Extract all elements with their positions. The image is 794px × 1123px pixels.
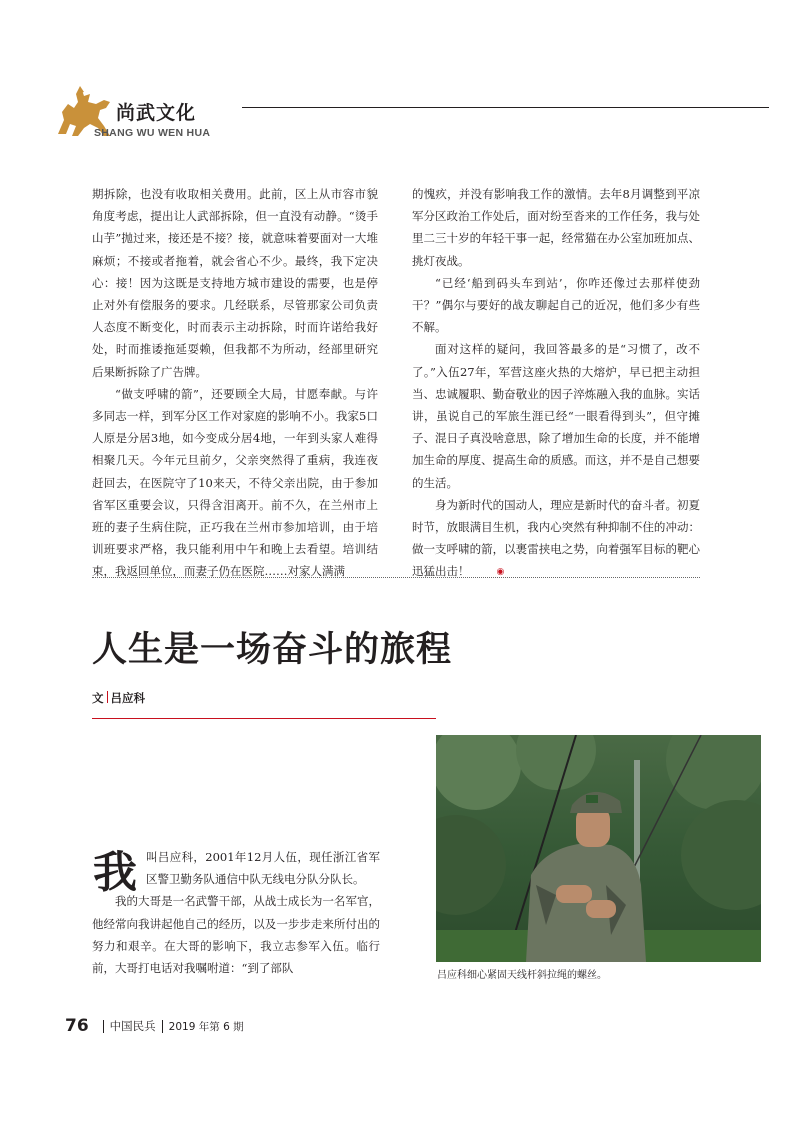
paragraph: 面对这样的疑问，我回答最多的是“习惯了，改不了。”入伍27年，军营这座火热的大熔炉，早已把主动担当、忠诚履职、勤奋敬业的因子淬炼融入我的血脉。实话讲，虽说自己的军旅生涯已经“一眼看得到头”，但守摊子、混日子真没啥意思，除了增加生命的长度，并不能增加生命的厚度、提高生命的质感。而这，并不是自己想要的生活。 [412,342,700,490]
page-footer [65,1016,244,1036]
issue-label: 2019 年第 6 期 [168,1020,244,1033]
paragraph-last [412,494,700,583]
photo-caption: 吕应科细心紧固天线杆斜拉绳的螺丝。 [437,970,607,981]
footer-separator [103,1020,104,1033]
byline-prefix: 文 [92,691,104,705]
paragraph: 的愧疚，并没有影响我工作的激情。去年8月调整到平凉军分区政治工作处后，面对纷至沓来的工作任务，我与处里二三十岁的年轻干事一起，经常猫在办公室加班加点、挑灯夜战。 [412,187,700,268]
prev-article-right-column [412,183,700,583]
section-divider [92,577,700,578]
page-number: 76 [65,1016,89,1036]
paragraph: “做支呼啸的箭”，还要顾全大局，甘愿奉献。与许多同志一样，到军分区工作对家庭的影响不小。我家5口人原是分居3地，如今变成分居4地，一年到头家人难得相聚几天。今年元旦前夕，父亲突然得了重病，我连夜赶回去，在医院守了10来天，不待父亲出院，由于参加省军区重要会议，只得含泪离开。前不久，在兰州市上班的妻子生病住院，正巧我在兰州市参加培训，由于培训班要求严格，我只能利用中午和晚上去看望。培训结束，我返回单位，而妻子仍在医院……对家人满满 [92,386,378,579]
section-title-pinyin: SHANG WU WEN HUA [94,127,211,139]
prev-article-left-column [92,183,378,583]
title-underline [92,718,436,719]
dropcap: 我 [93,847,137,898]
section-title: 尚武文化 [116,102,197,124]
article-body [92,846,380,979]
footer-separator [162,1020,163,1033]
author-name: 吕应科 [110,691,145,705]
paragraph-text: 身为新时代的国动人，理应是新时代的奋斗者。初夏时节，放眼满目生机，我内心突然有种抑制不住的冲动：做一支呼啸的箭，以裹雷挟电之势，向着强军目标的靶心迅猛出击！ [412,497,700,579]
article-photo [436,735,761,962]
article-end-mark-icon: ◉ [496,567,505,578]
byline-separator [107,691,108,703]
header-rule [242,107,769,108]
magazine-name: 中国民兵 [109,1019,156,1033]
lead-paragraph: 叫吕应科，2001年12月人伍，现任浙江省军区警卫勤务队通信中队无线电分队分队长。 [146,850,380,887]
paragraph: 期拆除，也没有收取相关费用。此前，区上从市容市貌角度考虑，提出让人武部拆除，但一直没有动静。“烫手山芋”抛过来，接还是不接？接，就意味着要面对一大堆麻烦；不接或者拖着，就会省心不少。最终，我下定决心：接！因为这既是支持地方城市建设的需要，也是停止对外有偿服务的要求。几经联系，尽管那家公司负责人态度不断变化，时而表示主动拆除，时而许诺给我好处，时而推诿拖延耍赖，但我都不为所动，经部里研究后果断拆除了广告牌。 [92,187,378,379]
article-title: 人生是一场奋斗的旅程 [92,630,453,670]
byline [92,690,145,706]
paragraph: 我的大哥是一名武警干部，从战士成长为一名军官，他经常向我讲起他自己的经历，以及一步步走来所付出的努力和艰辛。在大哥的影响下，我立志参军入伍。临行前，大哥打电话对我嘱咐道：“到了部队 [92,894,380,976]
paragraph: “已经‘船到码头车到站’，你咋还像过去那样使劲干？”偶尔与要好的战友聊起自己的近况，他们多少有些不解。 [412,275,700,335]
